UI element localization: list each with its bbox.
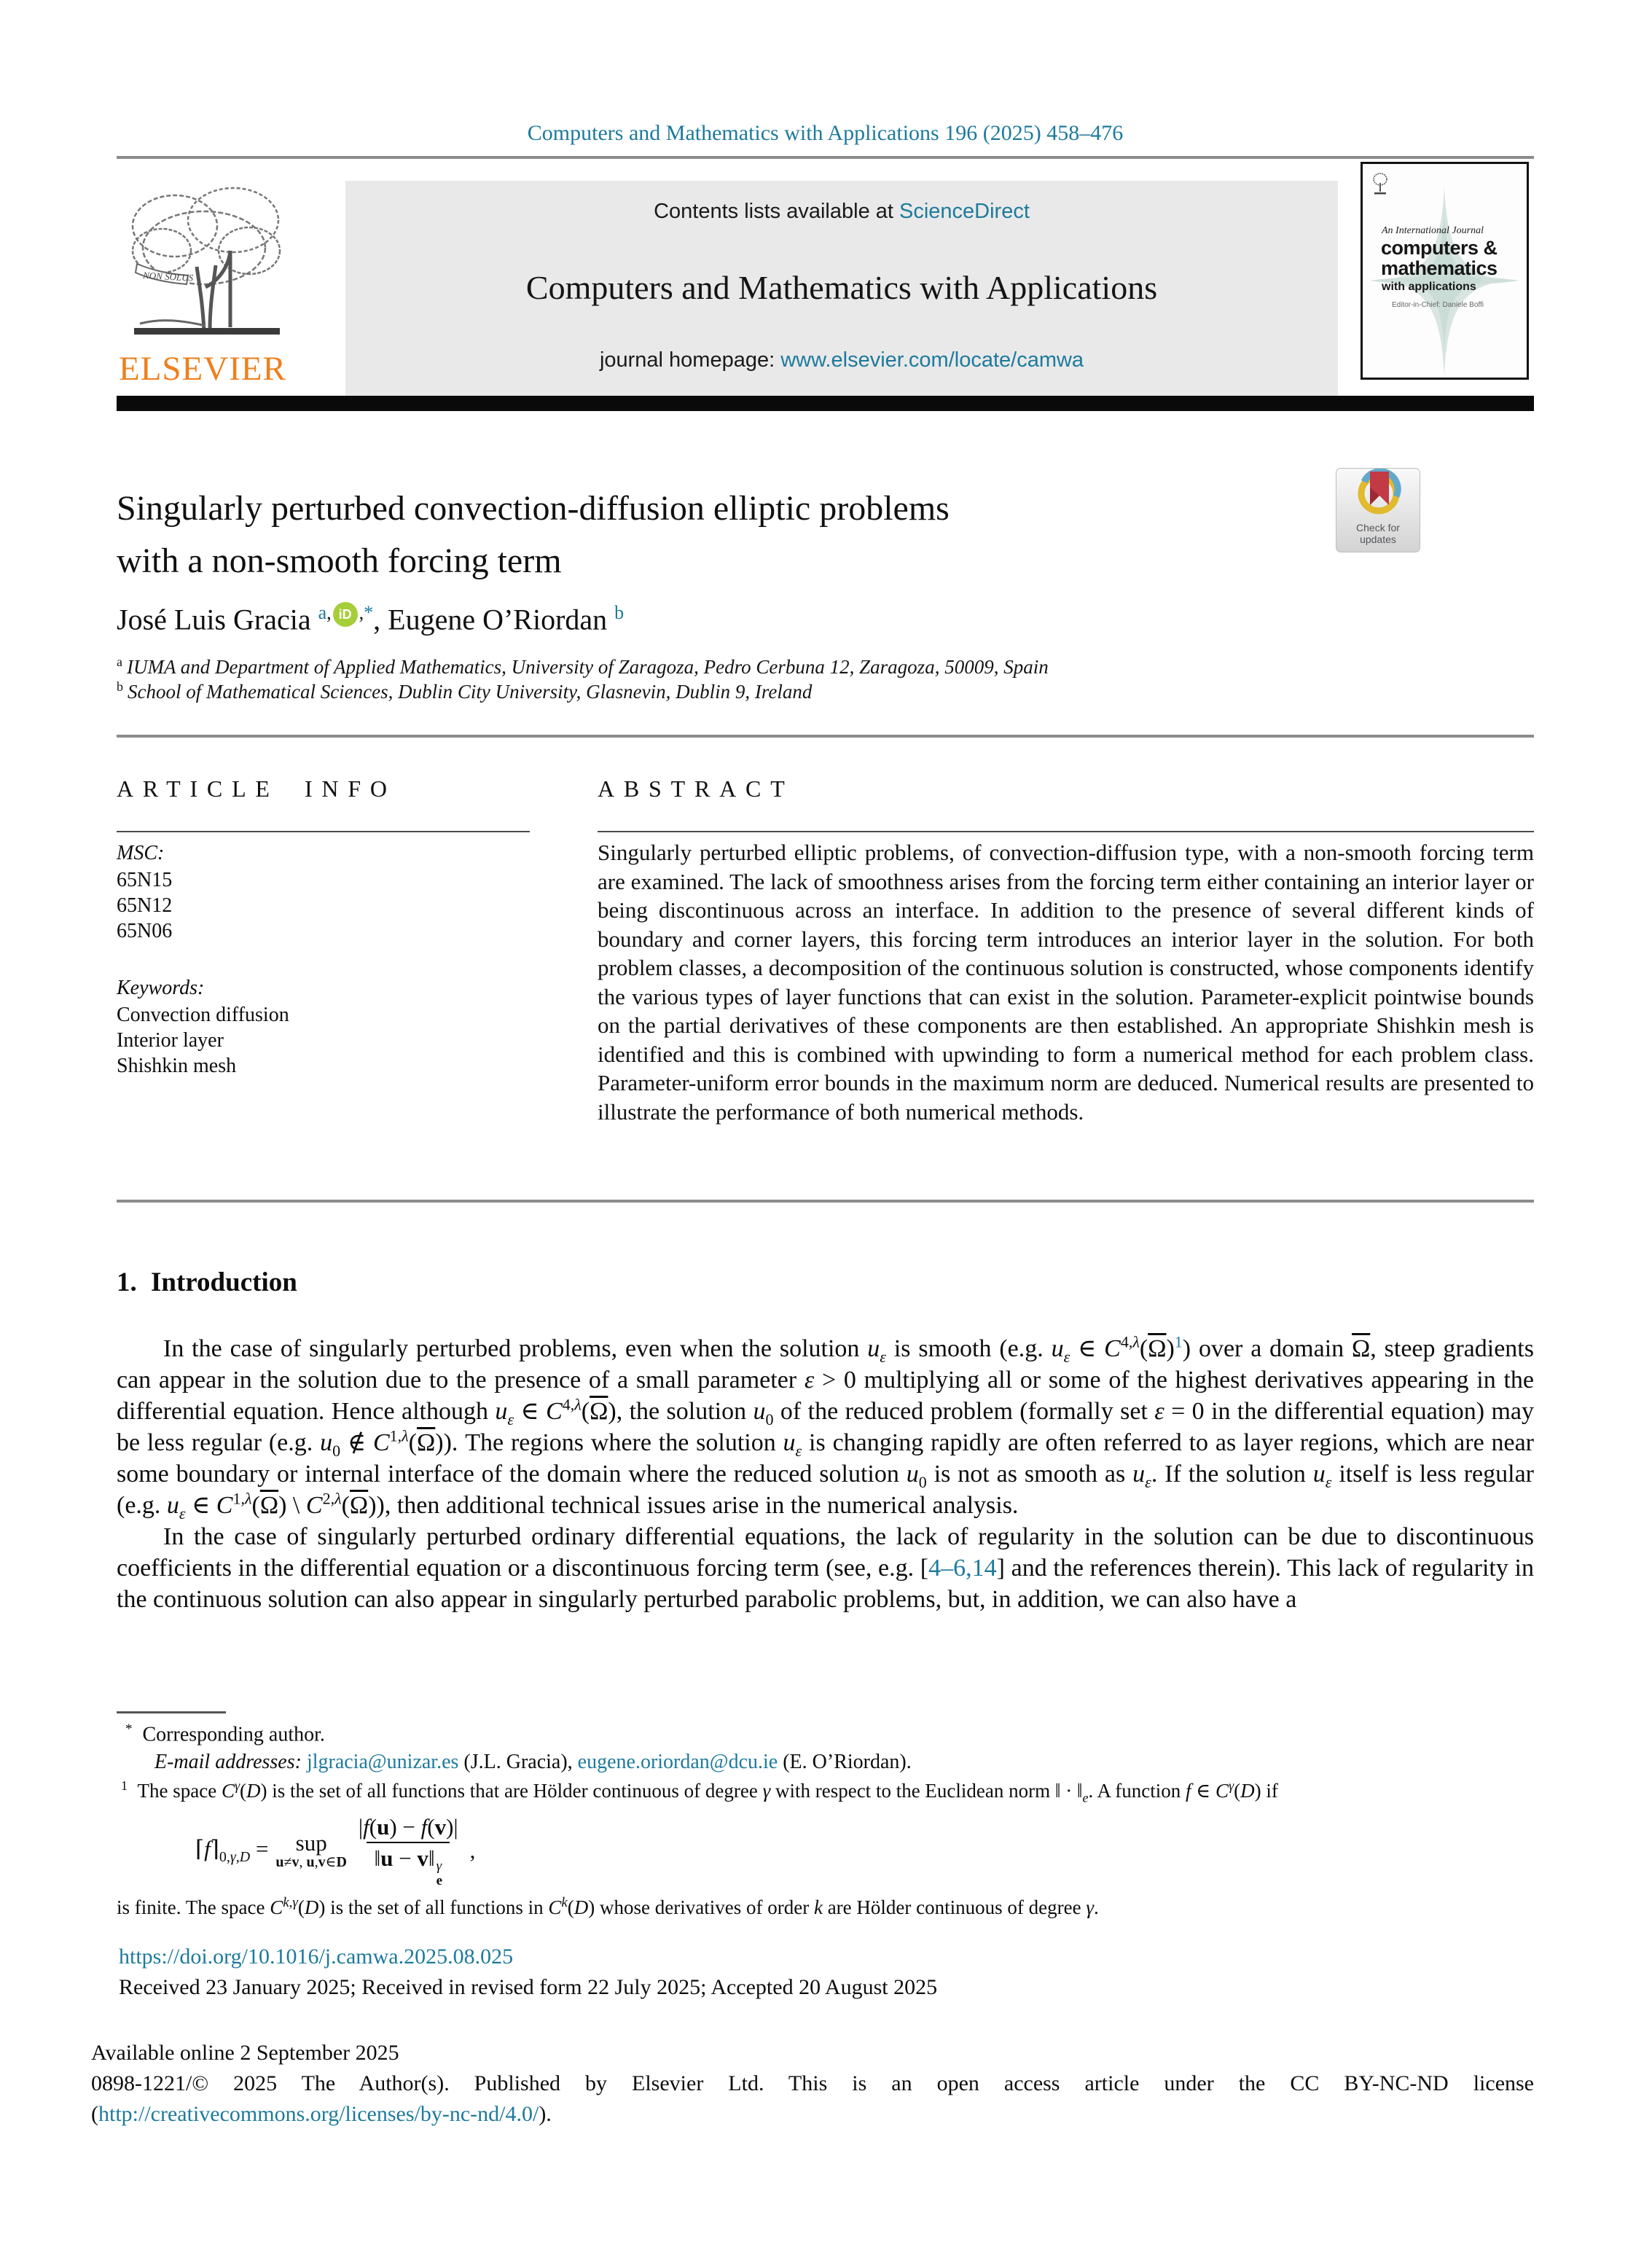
author-separator: , xyxy=(326,602,332,623)
formula-comma: , xyxy=(469,1837,476,1864)
journal-banner xyxy=(345,181,1338,396)
cover-title-line1: computers & xyxy=(1381,237,1498,259)
email-label: E-mail addresses: xyxy=(154,1751,302,1773)
affiliation-b-mark: b xyxy=(117,679,123,694)
msc-item: 65N12 xyxy=(117,894,173,917)
email-link-gracia[interactable]: jlgracia@unizar.es xyxy=(306,1751,459,1773)
license-paren-close: ). xyxy=(539,2102,552,2126)
holder-seminorm-formula xyxy=(195,1813,475,1888)
license-link[interactable]: http://creativecommons.org/licenses/by-nc-nd/4.0/ xyxy=(98,2102,539,2126)
check-for-updates-icon xyxy=(1336,469,1421,517)
author2-name: , Eugene O’Riordan xyxy=(373,603,615,636)
section-heading-introduction: 1. Introduction xyxy=(117,1267,297,1297)
abstract-heading: ABSTRACT xyxy=(598,775,794,802)
keyword-item: Convection diffusion xyxy=(117,1004,289,1026)
cover-editor-line: Editor-in-Chief: Daniele Boffi xyxy=(1392,301,1484,309)
available-online-line: Available online 2 September 2025 xyxy=(91,2041,399,2065)
author1-affil-mark[interactable]: a xyxy=(318,602,327,623)
footnote-1-mark[interactable]: 1 xyxy=(121,1778,128,1793)
contents-line xyxy=(345,200,1338,224)
intro-paragraph-1: In the case of singularly perturbed problems, even when the solution $u_\varepsilon$ is smooth (e.g. $u_\varepsilon$ ∈ $C^{4,\lambda}(\overline{\Omega})^1$) over a domain $\overline{\Omega}$, steep gradients can appear in the solution due to the presence of a small parameter ε > 0 multiplying all or some of the highest derivatives appearing in the differential equation. Hence although $u_\varepsilon$ ∈ $C^{4,\lambda}(\overline{\Omega})$, the solution $u_0$ of the reduced problem (formally set ε = 0 in the differential equation) may be less regular (e.g. $u_0$ ∉ $C^{1,\lambda}(\overline{\Omega})$). The regions where the solution $u_\varepsilon$ is changing rapidly are often referred to as layer regions, which are near some boundary or internal interface of the domain where the reduced solution $u_0$ is not as smooth as $u_\varepsilon$. If the solution $u_\varepsilon$ itself is less regular (e.g. $u_\varepsilon$ ∈ $C^{1,\lambda}(\overline{\Omega})$ \ $C^{2,\lambda}(\overline{\Omega})$), then additional technical issues arise in the numerical analysis. xyxy=(117,1332,1534,1523)
check-for-updates-label: Check for updates xyxy=(1356,522,1400,545)
received-dates-line: Received 23 January 2025; Received in revised form 22 July 2025; Accepted 20 August 2025 xyxy=(119,1975,938,1999)
section-divider-bottom xyxy=(117,1200,1534,1203)
article-info-heading: ARTICLE INFO xyxy=(117,775,396,802)
cover-elsevier-mini-logo xyxy=(1371,173,1389,196)
copyright-line: 0898-1221/© 2025 The Author(s). Published by Elsevier Ltd. This is an open access article under the CC BY-NC-ND license xyxy=(91,2071,1534,2095)
formula-fraction: |f(u) − f(v)| ‖u − v‖ γ e xyxy=(358,1814,458,1888)
doi-link[interactable]: https://doi.org/10.1016/j.camwa.2025.08.025 xyxy=(119,1945,514,1969)
cover-title-line2: mathematics xyxy=(1381,257,1498,279)
introduction-body xyxy=(117,1333,1534,1615)
cover-title-line3: with applications xyxy=(1382,281,1476,293)
section-divider-top xyxy=(117,735,1534,738)
formula-lhs: $⌈f⌉_{0,\gamma,D}$ = xyxy=(195,1835,269,1865)
author-line xyxy=(117,602,624,636)
email-owner-2: (E. O’Riordan). xyxy=(778,1751,912,1773)
corresponding-author-star[interactable]: * xyxy=(364,602,374,623)
author2-affil-mark[interactable]: b xyxy=(614,602,625,623)
contents-prefix: Contents lists available at xyxy=(654,200,899,223)
paper-title xyxy=(117,482,1319,587)
article-info-rule xyxy=(117,831,530,832)
sciencedirect-link[interactable]: ScienceDirect xyxy=(899,200,1030,223)
author1-name: José Luis Gracia xyxy=(117,603,318,636)
affiliation-a-mark: a xyxy=(117,654,122,669)
keyword-item: Interior layer xyxy=(117,1029,224,1052)
cover-tagline: An International Journal xyxy=(1382,225,1484,236)
header-divider xyxy=(117,156,1534,159)
email-addresses-line xyxy=(154,1751,912,1774)
journal-citation: Computers and Mathematics with Applications 196 (2025) 458–476 xyxy=(527,121,1124,145)
homepage-link[interactable]: www.elsevier.com/locate/camwa xyxy=(780,348,1084,372)
keyword-item: Shishkin mesh xyxy=(117,1055,237,1077)
homepage-line xyxy=(345,348,1338,372)
intro-paragraph-2: In the case of singularly perturbed ordinary differential equations, the lack of regularity in the solution can be due to discontinuous coefficients in the differential equation or a discontinuous forcing term (see, e.g. [4–6,14] and the references therein). This lack of regularity in the continuous solution can also appear in singularly perturbed parabolic problems, but, in addition, we can also have a xyxy=(117,1523,1534,1613)
author-separator2: , xyxy=(359,602,364,623)
paper-title-line1: Singularly perturbed convection-diffusion elliptic problems xyxy=(117,489,950,528)
abstract-text: Singularly perturbed elliptic problems, of convection-diffusion type, with a non-smooth forcing term are examined. The lack of smoothness arises from the forcing term either containing an interior layer or being discontinuous across an interface. In addition to the presence of several different kinds of boundary and corner layers, this forcing term introduces an interior layer in the solution. For both problem classes, a decomposition of the continuous solution is constructed, whose components identify the various types of layer functions that can exist in the solution. Parameter-explicit pointwise bounds on the partial derivatives of these components are then established. An appropriate Shishkin mesh is identified and this is combined with upwinding to form a numerical method for each problem class. Parameter-uniform error bounds in the maximum norm are deduced. Numerical results are presented to illustrate the performance of both numerical methods. xyxy=(598,840,1534,1125)
footnote-star: * xyxy=(125,1721,133,1737)
affiliation-a-text: IUMA and Department of Applied Mathematics, University of Zaragoza, Pedro Cerbuna 12, Zaragoza, 50009, Spain xyxy=(127,656,1049,678)
email-link-oriordan[interactable]: eugene.oriordan@dcu.ie xyxy=(577,1751,778,1773)
homepage-prefix: journal homepage: xyxy=(599,348,781,372)
footnote-rule xyxy=(117,1711,226,1713)
corresponding-author-note xyxy=(125,1721,325,1746)
affiliation-b xyxy=(117,679,812,703)
affiliation-a xyxy=(117,654,1049,679)
journal-title: Computers and Mathematics with Applications xyxy=(525,269,1158,306)
footnote-1 xyxy=(121,1778,1278,1805)
email-owner-1: (J.L. Gracia), xyxy=(458,1751,578,1773)
affiliation-b-text: School of Mathematical Sciences, Dublin City University, Glasnevin, Dublin 9, Ireland xyxy=(128,681,813,703)
footnote-1-text: The space $C^\gamma(D)$ is the set of all functions that are Hölder continuous of degree γ with respect to the Euclidean norm ‖ · $‖_e$. A function f ∈ $C^\gamma(D)$ if xyxy=(137,1778,1278,1805)
doi-link-line xyxy=(119,1945,513,1969)
journal-cover-thumbnail[interactable] xyxy=(1361,162,1529,380)
non-solus-text: NON SOLUS xyxy=(142,270,194,284)
abstract-rule xyxy=(598,831,1534,832)
header-black-bar xyxy=(117,396,1534,411)
license-paren-open: ( xyxy=(91,2102,98,2126)
check-for-updates-badge[interactable] xyxy=(1336,468,1420,552)
orcid-icon[interactable]: iD xyxy=(333,602,358,627)
formula-sup-operator: sup u≠v, u,v∈D xyxy=(275,1829,347,1871)
elsevier-wordmark: ELSEVIER xyxy=(119,350,286,388)
elsevier-tree-logo[interactable] xyxy=(118,178,300,345)
footnote-1-continued: is finite. The space $C^{k,\gamma}(D)$ is the set of all functions in $C^k(D)$ whose derivatives of order k are Hölder continuous of degree γ. xyxy=(117,1895,1099,1918)
corresponding-author-text: Corresponding author. xyxy=(142,1723,325,1746)
paper-title-line2: with a non-smooth forcing term xyxy=(117,542,562,580)
msc-item: 65N15 xyxy=(117,869,173,891)
license-line xyxy=(91,2102,552,2127)
keywords-label: Keywords: xyxy=(117,977,205,999)
msc-item: 65N06 xyxy=(117,920,173,942)
msc-label: MSC: xyxy=(117,842,165,864)
